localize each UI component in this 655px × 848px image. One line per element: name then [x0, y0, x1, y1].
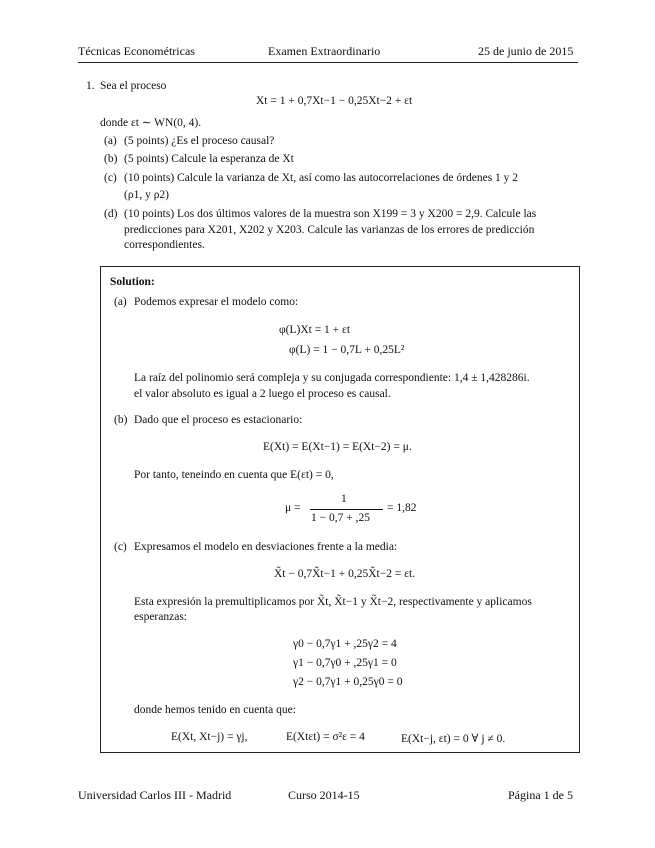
sol-a-eq1: φ(L)Xt = 1 + εt: [279, 324, 351, 336]
part-d-line2: predicciones para X201, X202 y X203. Calcule las varianzas de los errores de predicción: [124, 224, 535, 236]
header-date: 25 de junio de 2015: [478, 44, 574, 58]
gamma-eq2: γ1 − 0,7γ0 + ,25γ1 = 0: [293, 657, 397, 669]
sol-a-label: (a): [114, 296, 127, 308]
solution-title: Solution:: [110, 276, 155, 288]
part-b-text: (5 points) Calcule la esperanza de Xt: [124, 153, 294, 165]
footer-course: Curso 2014-15: [288, 788, 360, 802]
cond-orthogonal: E(Xt−j, εt) = 0 ∀ j ≠ 0.: [401, 733, 506, 745]
sol-c-text2: esperanzas:: [134, 611, 187, 623]
sol-b-eq1: E(Xt) = E(Xt−1) = E(Xt−2) = μ.: [263, 441, 412, 453]
header-rule: [78, 62, 578, 63]
problem-number: 1.: [86, 80, 95, 92]
header-course: Técnicas Econométricas: [78, 44, 195, 58]
part-d-line3: correspondientes.: [124, 239, 205, 251]
sol-a-text2: el valor absoluto es igual a 2 luego el proceso es causal.: [134, 388, 391, 400]
noise-definition: donde εt ∼ WN(0, 4).: [100, 117, 202, 129]
part-d-label: (d): [104, 208, 118, 220]
gamma-eq3: γ2 − 0,7γ1 + 0,25γ0 = 0: [293, 676, 403, 688]
sol-b-denominator: 1 − 0,7 + ,25: [311, 512, 370, 524]
part-d-line1: (10 points) Los dos últimos valores de la muestra son X199 = 3 y X200 = 2,9. Calcule las: [124, 208, 537, 220]
header-exam: Examen Extraordinario: [268, 44, 381, 58]
sol-b-text: Por tanto, teneindo en cuenta que E(εt) = 0,: [134, 469, 334, 481]
sol-b-result: = 1,82: [387, 502, 417, 514]
footer-university: Universidad Carlos III - Madrid: [78, 788, 232, 802]
part-b-label: (b): [104, 153, 118, 165]
sol-c-intro: Expresamos el modelo en desviaciones frente a la media:: [134, 541, 398, 553]
sol-c-label: (c): [114, 541, 127, 553]
part-a-text: (5 points) ¿Es el proceso causal?: [124, 135, 275, 147]
fraction-bar: [310, 509, 383, 510]
sol-c-text1: Esta expresión la premultiplicamos por X̃t, X̃t−1 y X̃t−2, respectivamente y aplicamos: [134, 596, 532, 608]
sol-a-intro: Podemos expresar el modelo como:: [134, 296, 299, 308]
sol-c-eq1: X̃t − 0,7X̃t−1 + 0,25X̃t−2 = εt.: [274, 568, 416, 580]
sol-b-label: (b): [114, 414, 128, 426]
sol-b-numerator: 1: [341, 493, 347, 505]
process-equation: Xt = 1 + 0,7Xt−1 − 0,25Xt−2 + εt: [256, 95, 413, 107]
part-c-line2: (ρ1, y ρ2): [124, 189, 170, 201]
sol-b-intro: Dado que el proceso es estacionario:: [134, 414, 303, 426]
sol-b-mu: μ =: [285, 502, 301, 514]
cond-autocov: E(Xt, Xt−j) = γj,: [171, 731, 248, 743]
part-a-label: (a): [104, 135, 117, 147]
part-c-line1: (10 points) Calcule la varianza de Xt, así como las autocorrelaciones de órdenes 1 y 2: [124, 172, 519, 184]
footer-page: Página 1 de 5: [508, 788, 573, 802]
part-c-label: (c): [104, 172, 117, 184]
problem-intro: Sea el proceso: [100, 80, 167, 92]
cond-variance: E(Xtεt) = σ²ε = 4: [286, 731, 365, 743]
gamma-eq1: γ0 − 0,7γ1 + ,25γ2 = 4: [293, 638, 397, 650]
sol-a-eq2: φ(L) = 1 − 0,7L + 0,25L²: [289, 344, 405, 356]
sol-a-text1: La raíz del polinomio será compleja y su conjugada correspondiente: 1,4 ± 1,428286i.: [134, 372, 530, 384]
sol-c-note: donde hemos tenido en cuenta que:: [134, 704, 296, 716]
